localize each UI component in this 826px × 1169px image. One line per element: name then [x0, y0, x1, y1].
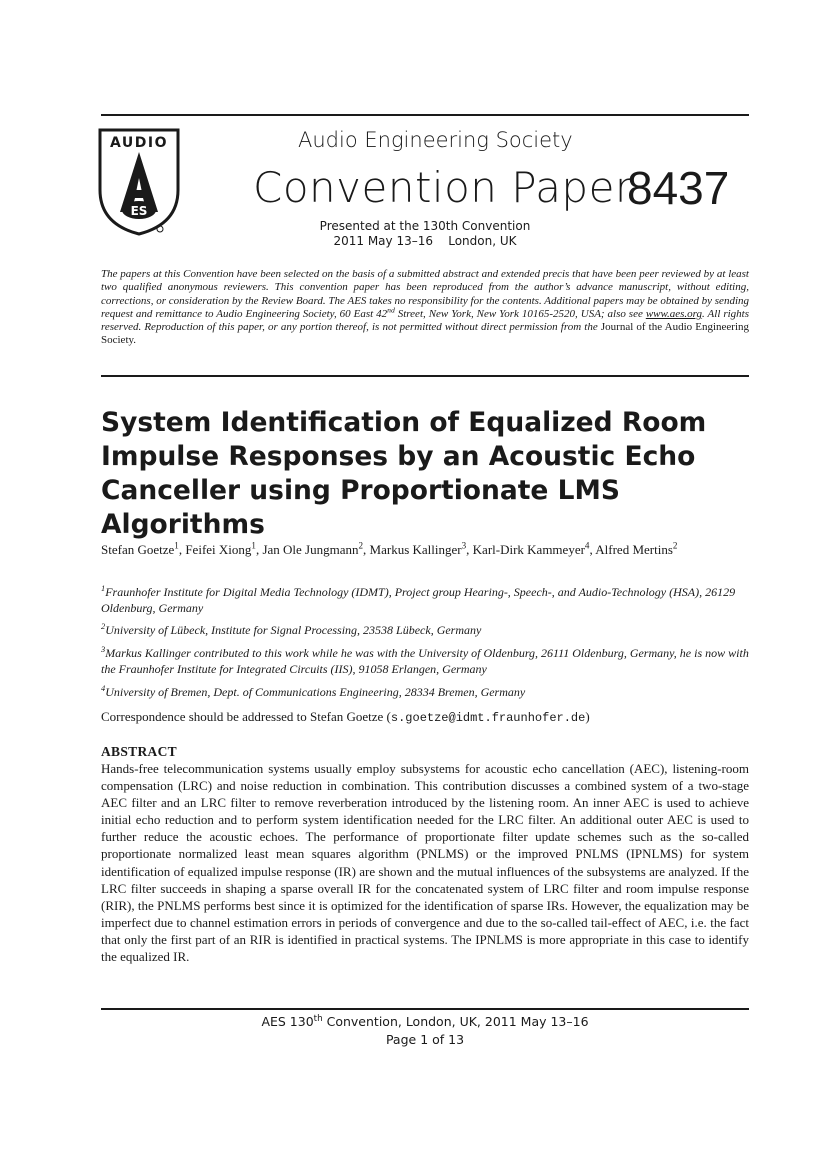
correspondence-email[interactable]: s.goetze@idmt.fraunhofer.de	[390, 711, 586, 725]
author-name: Jan Ole Jungmann	[262, 542, 359, 557]
aes-website-link[interactable]: www.aes.org	[645, 307, 703, 320]
author-affiliation-sup: 1	[174, 540, 179, 551]
notice-rule	[101, 375, 749, 377]
footer-text-a: AES 130	[261, 1014, 314, 1029]
paper-number: 8437	[627, 162, 730, 214]
title-line1: System Identification of Equalized Room	[101, 407, 707, 438]
author-affiliation-sup: 3	[461, 540, 467, 551]
author-list: Stefan Goetze$^1$, Feifei Xiong$^1$, Jan Ole Jungmann$^2$, Markus Kallinger$^3$, Karl-Dirk Kammeyer$^4$, Alfred Mertins$^2$	[101, 540, 678, 557]
affiliation-4	[101, 685, 751, 701]
affiliation-num: 1	[101, 584, 106, 593]
author-affiliation-sup: 2	[672, 540, 678, 551]
author-name: Karl-Dirk Kammeyer	[472, 542, 585, 557]
aes-logo-icon	[98, 128, 180, 236]
footer-rule	[101, 1008, 749, 1010]
notice-text-a: The papers at this Convention have been selected on the basis of a submitted abstract and extended precis that have been peer reviewed by at least two qualified anonymous reviewers. This convention paper has been reproduced from the author’s advance manuscript, without editing, corrections, or consideration by the Review Board. The AES takes no responsibility for the contents. Additional papers may be obtained by sending request and remittance to Audio Engineering Society, 60 East 42	[101, 268, 749, 320]
correspondence-suffix: )	[585, 709, 590, 724]
logo-text-top: AUDIO	[109, 135, 169, 151]
society-name: Audio Engineering Society	[298, 128, 573, 152]
affiliation-num: 4	[101, 684, 106, 693]
logo-text-bottom: ES	[130, 204, 148, 218]
affiliation-1	[101, 585, 751, 616]
author-name: Alfred Mertins	[595, 542, 673, 557]
author-affiliation-sup: 1	[251, 540, 256, 551]
presented-line1: Presented at the 130th Convention	[319, 219, 531, 233]
abstract-heading: ABSTRACT	[101, 744, 177, 759]
author-name: Feifei Xiong	[185, 542, 252, 557]
notice-text-b: Street, New York, New York 10165-2520, USA; also see	[394, 307, 646, 320]
affiliation-text: Markus Kallinger contributed to this work while he was with the University of Oldenburg, 26111 Oldenburg, Germany, he is now with the Fraunhofer Institute for Integrated Circuits (IIS), 91058 Erlangen, Germany	[101, 646, 749, 676]
paper-title	[101, 406, 761, 542]
title-line3: Canceller using Proportionate LMS Algorithms	[101, 475, 620, 540]
author-name: Stefan Goetze	[101, 542, 175, 557]
affiliation-num: 2	[101, 622, 106, 631]
author-affiliation-sup: 2	[358, 540, 364, 551]
footer-text-b: Convention, London, UK, 2011 May 13–16	[322, 1014, 589, 1029]
notice-sup: nd	[387, 305, 395, 315]
affiliation-2	[101, 623, 751, 639]
author-name: Markus Kallinger	[369, 542, 462, 557]
footer-sup: th	[313, 1013, 323, 1024]
footer-convention	[101, 1014, 749, 1029]
top-rule	[101, 114, 749, 116]
review-notice	[101, 268, 749, 348]
page-number: Page 1 of 13	[385, 1032, 465, 1047]
correspondence	[101, 709, 751, 725]
correspondence-prefix: Correspondence should be addressed to Stefan Goetze (	[101, 709, 391, 724]
affiliation-3	[101, 646, 751, 677]
author-affiliation-sup: 4	[584, 540, 590, 551]
title-line2: Impulse Responses by an Acoustic Echo	[101, 441, 696, 472]
notice-text-d: Journal of the Audio Engineering Society.	[101, 321, 750, 347]
affiliation-text: University of Lübeck, Institute for Signal Processing, 23538 Lübeck, Germany	[105, 623, 482, 637]
abstract-body: Hands-free telecommunication systems usually employ subsystems for acoustic echo cancellation (AEC), listening-room compensation (LRC) and noise reduction in combination. This contribution discusses a combined system of a two-stage AEC filter and an LRC filter to remove reverberation introduced by the listening room. An inner AEC is used to achieve initial echo reduction and to perform system identification needed for the LRC filter. An additional outer AEC is used to further reduce the acoustic echoes. The performance of proportionate filter update schemes such as the so-called proportionate normalized least mean squares algorithm (PNLMS) or the improved PNLMS (IPNLMS) for system identification of equalized impulse response (IR) are shown and the mutual influences of the subsystems are analyzed. If the LRC filter succeeds in shaping a sparse overall IR for the concatenated system of LRC filter and room impulse response (RIR), the PNLMS performs best since it is optimized for the identification of sparse IRs. However, the equalization may be imperfect due to channel estimation errors in periods of convergence and due to the so-called tail-effect of AEC, i.e. the fact that only the first part of an RIR is identified in practical systems. The IPNLMS is more appropriate in this case to identify the equalized IR.	[101, 761, 749, 965]
paper-type: Convention Paper	[253, 163, 633, 212]
presented-line2: 2011 May 13–16 London, UK	[333, 234, 517, 248]
affiliation-num: 3	[101, 645, 106, 654]
affiliation-text: Fraunhofer Institute for Digital Media Technology (IDMT), Project group Hearing-, Speech-, and Audio-Technology (HSA), 26129 Oldenburg, Germany	[101, 585, 736, 615]
affiliation-text: University of Bremen, Dept. of Communications Engineering, 28334 Bremen, Germany	[105, 685, 526, 699]
notice-text-c: . All rights reserved. Reproduction of this paper, or any portion thereof, is not permitted without direct permission from the	[101, 307, 749, 334]
presented-at	[300, 219, 550, 249]
